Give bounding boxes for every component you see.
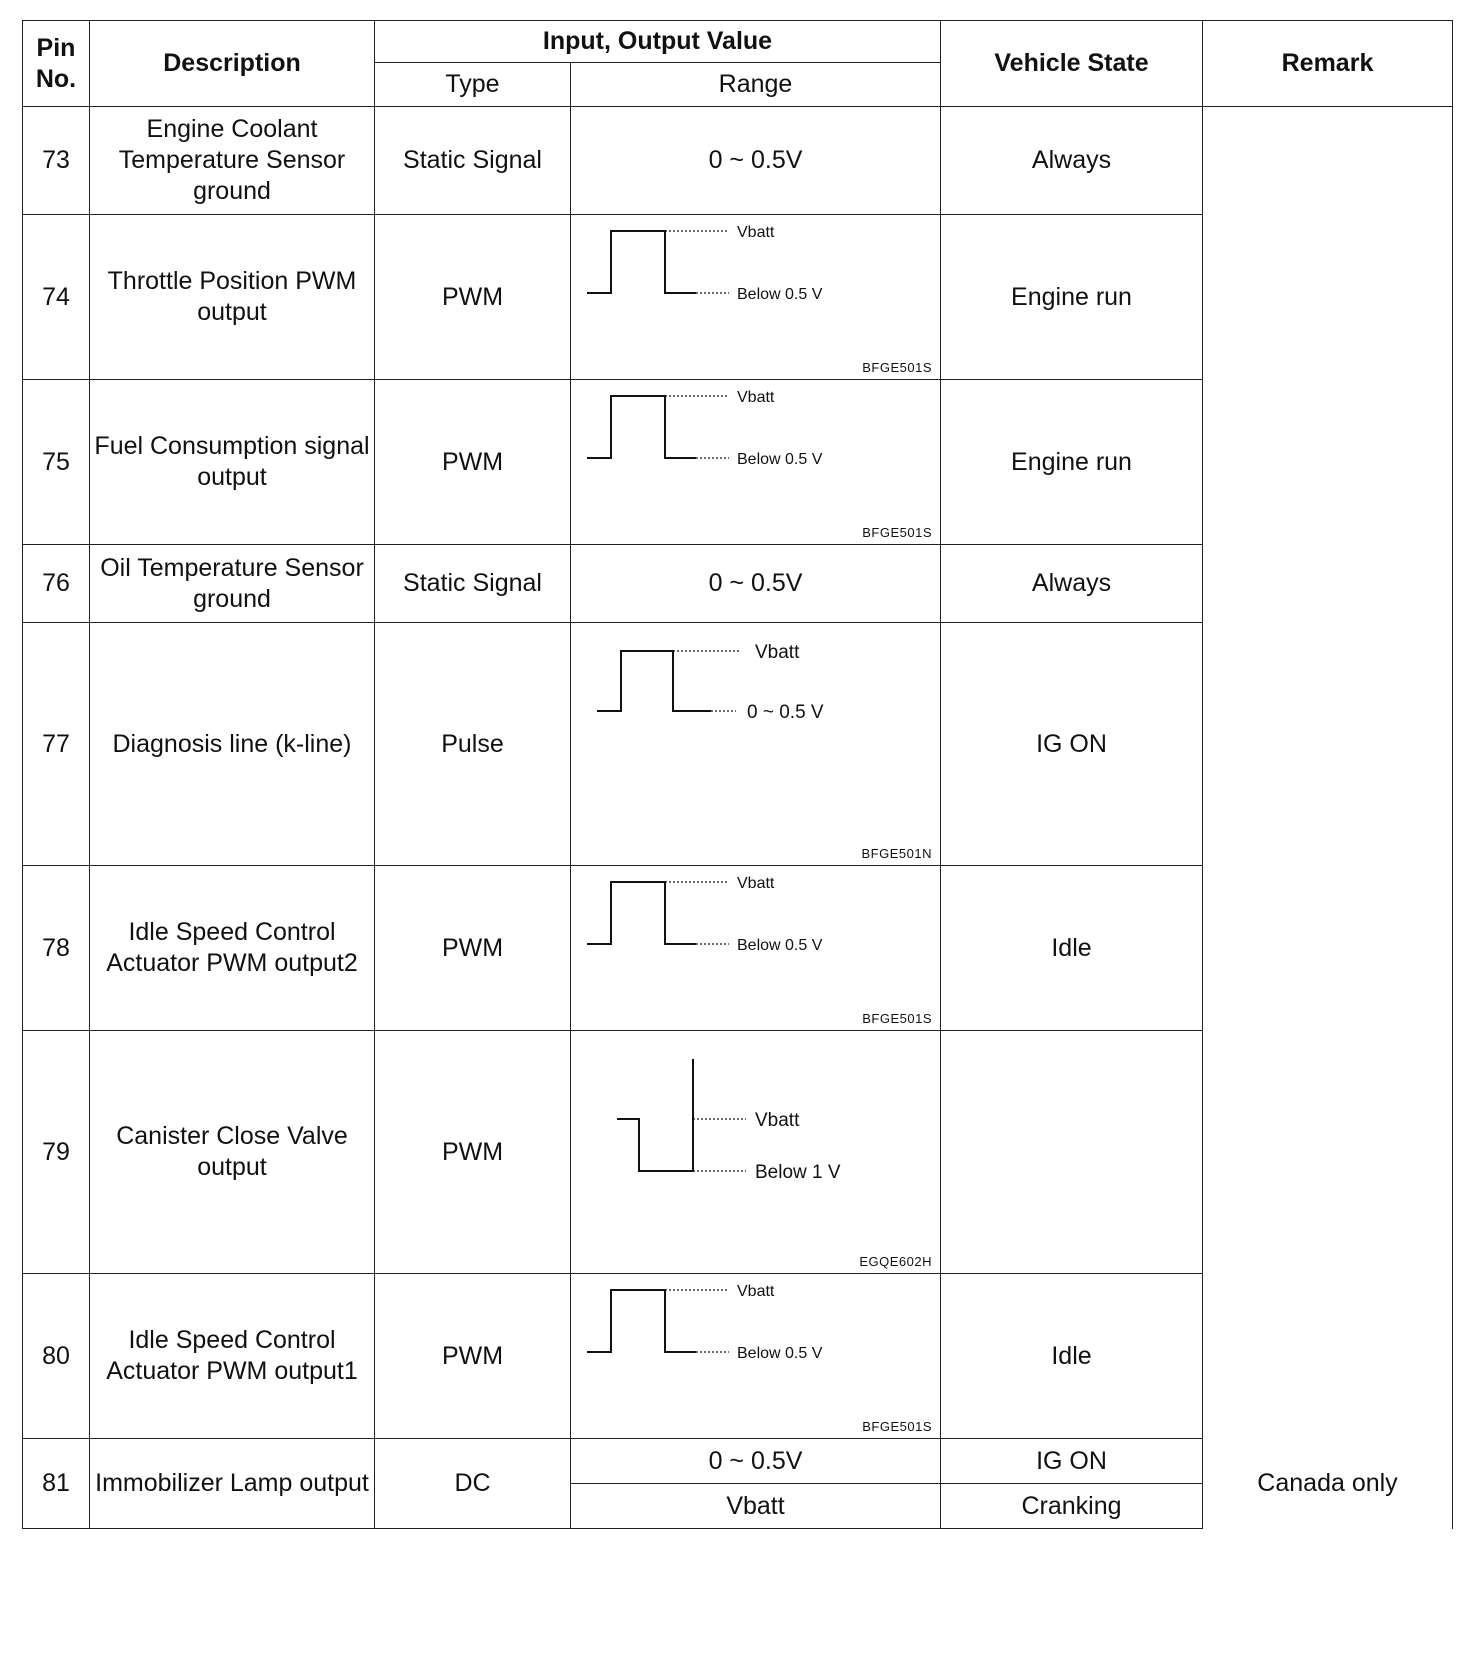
pin-number: 76 [23,545,90,623]
vehicle-state: Always [941,107,1203,215]
remark-cell [1203,380,1453,545]
vehicle-state: Engine run [941,380,1203,545]
header-description: Description [90,21,375,107]
wave-low-label: Below 1 V [755,1162,841,1183]
waveform-code: BFGE501S [862,1011,932,1026]
range-bottom: Vbatt [726,1492,785,1520]
pin-number: 78 [23,866,90,1031]
table-row [23,623,1453,866]
pin-range-waveform [571,380,941,545]
pin-description: Diagnosis line (k-line) [90,623,375,866]
vehicle-state: IG ON [941,623,1203,866]
wave-high-label: Vbatt [737,875,775,892]
pin-type: PWM [375,866,571,1031]
pin-description: Idle Speed Control Actuator PWM output2 [90,866,375,1031]
vehicle-state: Engine run [941,215,1203,380]
pin-description: Immobilizer Lamp output [90,1439,375,1529]
pin-number: 81 [23,1439,90,1529]
pin-type: Static Signal [375,107,571,215]
vehicle-state-split [941,1439,1203,1529]
waveform-code: BFGE501S [862,1419,932,1434]
wave-low-label: Below 0.5 V [737,286,823,303]
pin-number: 79 [23,1031,90,1274]
pin-number: 75 [23,380,90,545]
pin-number: 73 [23,107,90,215]
header-range: Range [571,63,941,107]
pin-range: 0 ~ 0.5V [571,107,941,215]
wave-low-label: Below 0.5 V [737,451,823,468]
vehicle-state [941,1031,1203,1274]
pin-description: Throttle Position PWM output [90,215,375,380]
wave-high-label: Vbatt [737,389,775,406]
wave-high-label: Vbatt [737,224,775,241]
header-type: Type [375,63,571,107]
remark-cell: Canada only [1203,1439,1453,1529]
pin-range-waveform [571,1274,941,1439]
pin-description: Canister Close Valve output [90,1031,375,1274]
table-row [23,380,1453,545]
pin-type: PWM [375,1031,571,1274]
header-pin: Pin No. [23,21,90,107]
remark-cell [1203,866,1453,1031]
pin-range: 0 ~ 0.5V [571,545,941,623]
wave-high-label: Vbatt [737,1283,775,1300]
table-row [23,1439,1453,1529]
pin-type: PWM [375,380,571,545]
table-row [23,1274,1453,1439]
pwm-waveform [571,1274,941,1438]
table-row [23,107,1453,215]
pulse-waveform [571,623,941,865]
pin-type: Pulse [375,623,571,866]
pin-range-waveform [571,215,941,380]
wave-low-label: 0 ~ 0.5 V [747,702,824,723]
waveform-code: EGQE602H [859,1254,932,1269]
header-remark: Remark [1203,21,1453,107]
pin-number: 74 [23,215,90,380]
remark-cell [1203,107,1453,215]
table-row [23,215,1453,380]
waveform-code: BFGE501N [861,846,932,861]
pin-range-split [571,1439,941,1529]
table-row [23,545,1453,623]
pin-number: 77 [23,623,90,866]
wave-low-label: Below 0.5 V [737,937,823,954]
pin-type: DC [375,1439,571,1529]
remark-cell [1203,1274,1453,1439]
pin-range-waveform [571,1031,941,1274]
state-bottom: Cranking [1021,1492,1122,1520]
wave-high-label: Vbatt [755,642,800,663]
header-vehicle-state: Vehicle State [941,21,1203,107]
remark-cell [1203,215,1453,380]
table-row [23,866,1453,1031]
pin-description: Engine Coolant Temperature Sensor ground [90,107,375,215]
pin-description: Idle Speed Control Actuator PWM output1 [90,1274,375,1439]
remark-cell [1203,1031,1453,1274]
pwm-waveform [571,380,941,544]
vehicle-state: Always [941,545,1203,623]
pin-type: Static Signal [375,545,571,623]
pin-number: 80 [23,1274,90,1439]
range-top: 0 ~ 0.5V [571,1439,940,1484]
wave-high-label: Vbatt [755,1110,800,1131]
pwm-waveform [571,866,941,1030]
table-row [23,1031,1453,1274]
header-io-value: Input, Output Value [375,21,941,63]
state-top: IG ON [941,1439,1202,1484]
vehicle-state: Idle [941,1274,1203,1439]
pin-range-waveform [571,866,941,1031]
wave-low-label: Below 0.5 V [737,1345,823,1362]
pin-type: PWM [375,1274,571,1439]
pin-description: Oil Temperature Sensor ground [90,545,375,623]
pwm-waveform [571,215,941,379]
pin-range-waveform [571,623,941,866]
remark-cell [1203,545,1453,623]
remark-cell [1203,623,1453,866]
waveform-code: BFGE501S [862,360,932,375]
waveform-code: BFGE501S [862,525,932,540]
vehicle-state: Idle [941,866,1203,1031]
pin-table [22,20,1453,1529]
pin-type: PWM [375,215,571,380]
valve-waveform [571,1031,941,1273]
pin-description: Fuel Consumption signal output [90,380,375,545]
